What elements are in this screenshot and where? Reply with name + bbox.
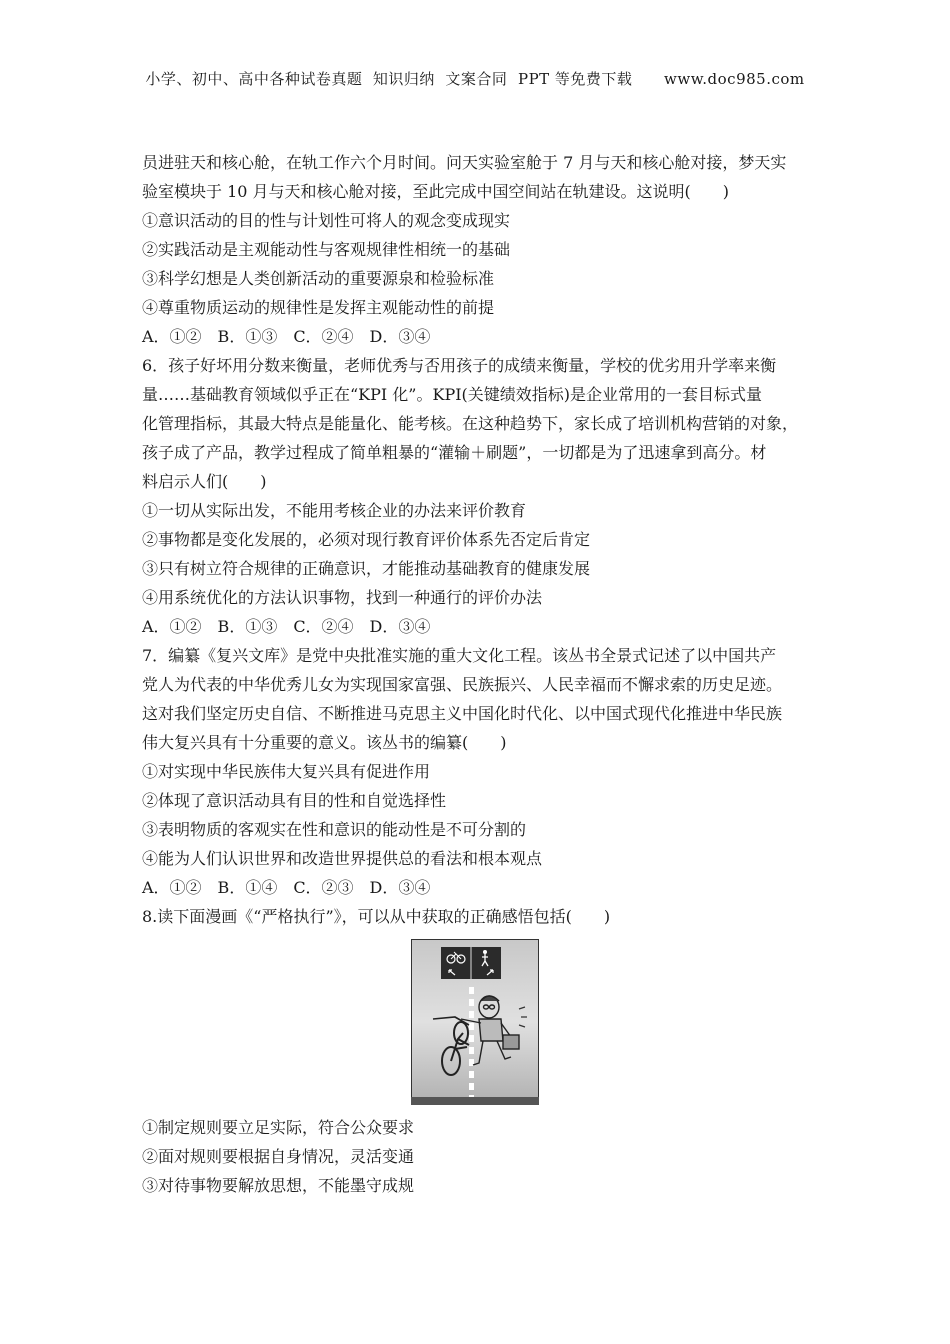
document-body (142, 148, 822, 1200)
option-line: ②体现了意识活动具有目的性和自觉选择性 (142, 791, 447, 810)
question-stem-line: 7．编纂《复兴文库》是党中央批准实施的重大文化工程。该丛书全景式记述了以中国共产 (142, 646, 777, 665)
question-stem-line: 化管理指标，其最大特点是能量化、能考核。在这种趋势下，家长成了培训机构营销的对象， (142, 414, 799, 433)
option-line: ①对实现中华民族伟大复兴具有促进作用 (142, 762, 431, 781)
option-line: ③只有树立符合规律的正确意识，才能推动基础教育的健康发展 (142, 559, 591, 578)
question-8 (142, 902, 822, 1200)
question-stem-line: 验室模块于 10 月与天和核心舱对接，至此完成中国空间站在轨建设。这说明( ) (142, 182, 730, 201)
question-stem-line: 员进驻天和核心舱，在轨工作六个月时间。问天实验室舱于 7 月与天和核心舱对接，梦天实 (142, 153, 787, 172)
question-6 (142, 351, 822, 641)
answer-choices: A．①② B．①④ C．②③ D．③④ (142, 878, 431, 897)
option-line: ①一切从实际出发，不能用考核企业的办法来评价教育 (142, 501, 527, 520)
cyclist-split-by-lane-line-illustration (411, 939, 539, 1105)
option-line: ②实践活动是主观能动性与客观规律性相统一的基础 (142, 240, 511, 259)
page-header: 小学、初中、高中各种试卷真题 知识归纳 文案合同 PPT 等免费下载 www.doc985.com (145, 70, 805, 88)
question-stem-line: 量……基础教育领域似乎正在“KPI 化”。KPI(关键绩效指标)是企业常用的一套目标式量 (142, 385, 763, 404)
option-line: ②事物都是变化发展的，必须对现行教育评价体系先否定后肯定 (142, 530, 591, 549)
option-line: ③表明物质的客观实在性和意识的能动性是不可分割的 (142, 820, 527, 839)
option-line: ④尊重物质运动的规律性是发挥主观能动性的前提 (142, 298, 495, 317)
question-7 (142, 641, 822, 902)
question-stem-line: 党人为代表的中华优秀儿女为实现国家富强、民族振兴、人民幸福而不懈求索的历史足迹。 (142, 675, 783, 694)
question-stem-line: 料启示人们( ) (142, 472, 267, 491)
option-line: ③对待事物要解放思想，不能墨守成规 (142, 1176, 415, 1195)
question-stem-line: 这对我们坚定历史自信、不断推进马克思主义中国化时代化、以中国式现代化推进中华民族 (142, 704, 783, 723)
cartoon-illustration (411, 939, 539, 1105)
pedestrian-sign-icon (483, 950, 487, 954)
question-stem-line: 伟大复兴具有十分重要的意义。该丛书的编纂( ) (142, 733, 507, 752)
option-line: ③科学幻想是人类创新活动的重要源泉和检验标准 (142, 269, 495, 288)
question-stem-line: 8.读下面漫画《“严格执行”》，可以从中获取的正确感悟包括( ) (142, 907, 611, 926)
option-line: ②面对规则要根据自身情况，灵活变通 (142, 1147, 415, 1166)
question-stem-line: 孩子成了产品，教学过程成了简单粗暴的“灌输＋刷题”，一切都是为了迅速拿到高分。材 (142, 443, 767, 462)
answer-choices: A．①② B．①③ C．②④ D．③④ (142, 617, 431, 636)
option-line: ④用系统优化的方法认识事物，找到一种通行的评价办法 (142, 588, 543, 607)
answer-choices: A．①② B．①③ C．②④ D．③④ (142, 327, 431, 346)
question-5 (142, 148, 822, 351)
question-stem-line: 6．孩子好坏用分数来衡量，老师优秀与否用孩子的成绩来衡量，学校的优劣用升学率来衡 (142, 356, 777, 375)
option-line: ①意识活动的目的性与计划性可将人的观念变成现实 (142, 211, 511, 230)
option-line: ①制定规则要立足实际，符合公众要求 (142, 1118, 415, 1137)
option-line: ④能为人们认识世界和改造世界提供总的看法和根本观点 (142, 849, 543, 868)
